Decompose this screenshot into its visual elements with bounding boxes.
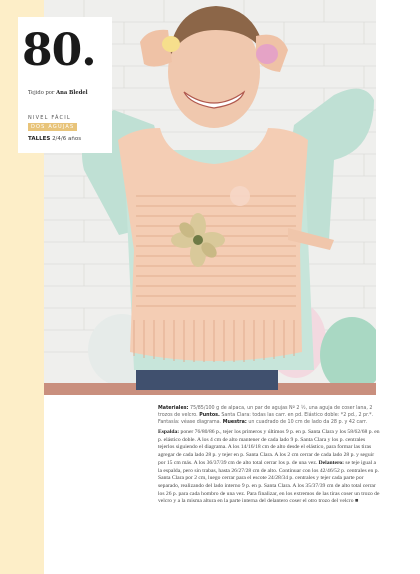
finish-text: Para finalizar, en los extremos de las tiras coser un trozo de velcro y a la misma altura en la parte interna del delantero coser el otro trozo del velcro bbox=[158, 490, 380, 505]
back-label: Espalda: bbox=[158, 429, 180, 435]
end-mark: ■ bbox=[354, 498, 359, 505]
level-label: NIVEL FÁCIL bbox=[28, 115, 71, 121]
front-text: se teje igual a la espalda, pero sin trabas, hasta 26/27/28 cm de alto. Continuar con los 42/46/52 p. centrales en p. Santa Clara por 2 cm, luego cerrar para el escote 24/28/34 p. centrales y tejer cada parte por separado, realizando del lado interno 9 p. en p. Santa Clara. A los 35/37/39 cm de alto total cerrar los 26 p. para cada hombro de una vez. bbox=[158, 459, 379, 497]
pattern-instructions bbox=[158, 405, 380, 509]
front-label: Delantero: bbox=[318, 459, 345, 466]
materials-label: Materiales: bbox=[158, 406, 189, 411]
back-text: poner 76/80/86 p., tejer los primeros y últimos 9 p. en p. Santa Clara y los 58/62/68 p. en p. elástico doble. A los 4 cm de alto mantener de cada lado 9 p. Santa Clara y los p. centrales tejerlos siguiendo el diagrama. A los 14/16/18 cm de alto desde el elástico, para formar las tiras agregar de cada lado 28 p. y tejer en p. Santa Clara. A los 2 cm cerrar de cada lado 28 p. y seguir por 15 cm más. A los 36/37/39 cm de alto total cerrar los p. de una vez. bbox=[158, 429, 380, 466]
back-paragraph bbox=[158, 429, 380, 506]
materials-paragraph bbox=[158, 405, 380, 426]
sizes-line bbox=[28, 136, 81, 142]
sample-text: un cuadrado de 10 cm de lado da 28 p. y 42 carr. bbox=[248, 420, 368, 425]
sizes-label: TALLES bbox=[28, 136, 51, 142]
author-name: Ana Bledel bbox=[56, 90, 88, 96]
sample-label: Muestra: bbox=[222, 420, 247, 425]
pattern-number: 80. bbox=[22, 25, 96, 76]
level-badge: DOS AGUJAS bbox=[28, 123, 77, 131]
author-line bbox=[28, 90, 88, 96]
materials-text: 75/85/100 g de alpaca, un par de agujas Nº 2 ½, una aguja de coser lana, 2 trozos de velcro. bbox=[158, 406, 373, 418]
sizes-value: 2/4/6 años bbox=[52, 136, 82, 142]
points-label: Puntos. bbox=[199, 413, 220, 418]
pattern-info-box bbox=[18, 17, 112, 153]
author-prefix: Tejido por bbox=[28, 90, 55, 96]
points-text: Santa Clara: todas las carr. en pd. Elástico doble: *2 pd., 2 pr.*. Fantasía: véase diagrama. bbox=[158, 413, 374, 425]
